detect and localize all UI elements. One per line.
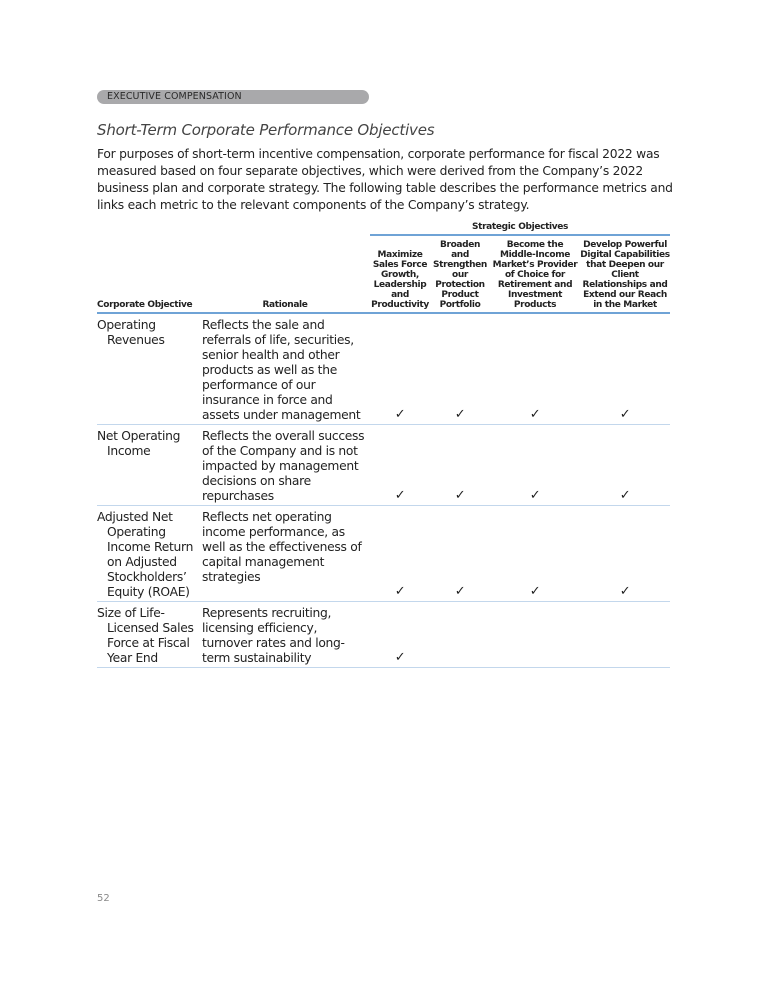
checkmark-icon: ✓ xyxy=(370,425,430,506)
checkmark-icon: ✓ xyxy=(430,313,490,425)
col-header-objective: Corporate Objective xyxy=(97,235,200,313)
rationale-text: Reflects the sale and referrals of life, securities, senior health and other products as well as the performance of our insurance in force and assets under management xyxy=(200,313,370,425)
table-row xyxy=(97,313,670,425)
checkmark-icon: ✓ xyxy=(370,602,430,668)
checkmark-icon: ✓ xyxy=(490,506,580,602)
checkmark-icon: ✓ xyxy=(490,425,580,506)
checkmark-icon: ✓ xyxy=(580,506,670,602)
rationale-text: Reflects the overall success of the Company and is not impacted by management decisions on share repurchases xyxy=(200,425,370,506)
strategic-objectives-header: Strategic Objectives xyxy=(370,220,670,235)
checkmark-icon: ✓ xyxy=(580,425,670,506)
col-header-middle-income: Become the Middle-Income Market’s Provider of Choice for Retirement and Investment Products xyxy=(490,235,580,313)
checkmark-icon: ✓ xyxy=(430,425,490,506)
section-title: Short-Term Corporate Performance Objectives xyxy=(97,121,435,139)
col-header-protection: Broaden and Strengthen our Protection Product Portfolio xyxy=(430,235,490,313)
page-number: 52 xyxy=(97,893,110,904)
objectives-table xyxy=(97,220,670,668)
col-header-sales-force: Maximize Sales Force Growth, Leadership and Productivity xyxy=(370,235,430,313)
col-header-rationale: Rationale xyxy=(200,235,370,313)
checkmark-icon: ✓ xyxy=(490,313,580,425)
checkmark-icon xyxy=(430,602,490,668)
checkmark-icon: ✓ xyxy=(370,313,430,425)
col-header-digital: Develop Powerful Digital Capabilities that Deepen our Client Relationships and Extend our Reach in the Market xyxy=(580,235,670,313)
objective-name: Adjusted Net Operating Income Return on Adjusted Stockholders’ Equity (ROAE) xyxy=(97,510,194,599)
checkmark-icon: ✓ xyxy=(370,506,430,602)
table-row xyxy=(97,425,670,506)
header-spacer xyxy=(97,220,370,235)
table-row xyxy=(97,506,670,602)
checkmark-icon: ✓ xyxy=(580,313,670,425)
intro-paragraph: For purposes of short-term incentive compensation, corporate performance for fiscal 2022 was measured based on four separate objectives, which were derived from the Company’s 2022 business plan and corporate strategy. The following table describes the performance metrics and links each metric to the relevant components of the Company’s strategy. xyxy=(97,147,673,212)
rationale-text: Represents recruiting, licensing efficiency, turnover rates and long-term sustainability xyxy=(200,602,370,668)
objective-name: Operating Revenues xyxy=(97,318,165,347)
checkmark-icon xyxy=(490,602,580,668)
rationale-text: Reflects net operating income performance, as well as the effectiveness of capital management strategies xyxy=(200,506,370,602)
objective-name: Net Operating Income xyxy=(97,429,181,458)
objective-name: Size of Life-Licensed Sales Force at Fiscal Year End xyxy=(97,606,194,665)
section-banner: EXECUTIVE COMPENSATION xyxy=(97,90,369,104)
table-row xyxy=(97,602,670,668)
checkmark-icon xyxy=(580,602,670,668)
checkmark-icon: ✓ xyxy=(430,506,490,602)
